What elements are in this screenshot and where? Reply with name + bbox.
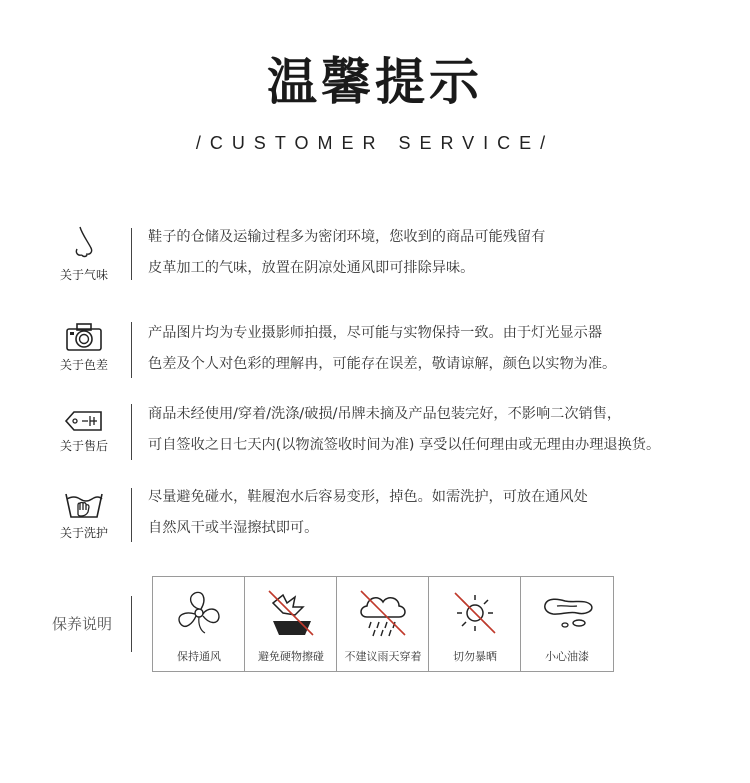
tip-line: 自然风干或半湿擦拭即可。 — [148, 520, 319, 536]
care-title: 保养说明 — [52, 615, 113, 633]
tip-washing-text — [148, 482, 588, 544]
tip-color-text — [148, 318, 616, 380]
tip-line: 商品未经使用/穿着/洗涤/破损/吊牌未摘及产品包装完好，不影响二次销售， — [148, 406, 622, 422]
tip-line: 皮革加工的气味，放置在阴凉处通风即可排除异味。 — [148, 260, 475, 276]
tip-smell-icon-box — [52, 224, 116, 283]
care-label: 不建议雨天穿着 — [344, 650, 422, 663]
tip-color-label: 关于色差 — [59, 358, 108, 372]
oil-stain-icon — [541, 587, 597, 639]
fan-icon — [173, 587, 225, 639]
no-hard-objects-icon — [265, 587, 317, 639]
tip-washing-icon-box — [52, 488, 116, 541]
care-item-no-hard-objects — [244, 576, 337, 672]
divider — [131, 596, 132, 652]
camera-icon — [65, 322, 103, 352]
care-label: 切勿暴晒 — [453, 650, 497, 663]
divider — [131, 228, 132, 280]
care-label: 避免硬物擦碰 — [258, 650, 324, 663]
tip-line: 色差及个人对色彩的理解冉，可能存在误差，敬请谅解，颜色以实物为准。 — [148, 356, 617, 372]
tip-line: 尽量避免碰水，鞋履泡水后容易变形，掉色。如需洗护，可放在通风处 — [148, 489, 588, 505]
divider — [131, 404, 132, 460]
tip-smell-text — [148, 222, 545, 284]
care-item-no-rain — [336, 576, 429, 672]
tip-line: 可自签收之日七天内(以物流签收时间为准) 享受以任何理由或无理由办理退换货。 — [148, 437, 661, 453]
care-item-oil-paint — [520, 576, 614, 672]
tip-aftersales-icon-box — [52, 409, 116, 454]
care-item-ventilation — [152, 576, 245, 672]
no-sun-icon — [449, 587, 501, 639]
tip-washing-label: 关于洗护 — [59, 526, 108, 540]
tip-line: 鞋子的仓储及运输过程多为密闭环境，您收到的商品可能残留有 — [148, 229, 546, 245]
care-item-no-sun — [428, 576, 521, 672]
tip-aftersales-label: 关于售后 — [59, 439, 108, 453]
tip-color-icon-box — [52, 322, 116, 373]
wash-basin-icon — [64, 488, 104, 520]
care-label: 小心油漆 — [545, 650, 589, 663]
nose-icon — [66, 224, 102, 262]
care-label: 保持通风 — [177, 650, 221, 663]
tag-icon — [64, 409, 104, 433]
no-rain-icon — [357, 587, 409, 639]
tip-smell-label: 关于气味 — [59, 268, 108, 282]
divider — [131, 488, 132, 542]
page-subtitle: /CUSTOMER SERVICE/ — [195, 133, 555, 153]
tip-line: 产品图片均为专业摄影师拍摄，尽可能与实物保持一致。由于灯光显示器 — [148, 325, 603, 341]
divider — [131, 322, 132, 378]
tip-aftersales-text — [148, 399, 660, 461]
page-title: 温馨提示 — [267, 53, 483, 111]
